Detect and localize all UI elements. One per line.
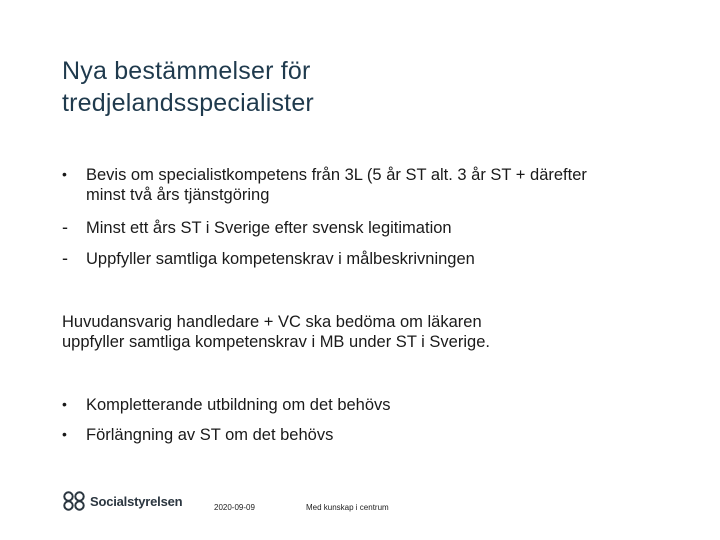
- socialstyrelsen-logo: [62, 488, 182, 514]
- slide-footer: [0, 488, 720, 518]
- list-item: [62, 165, 622, 205]
- paragraph-line-2: uppfyller samtliga kompetenskrav i MB under ST i Sverige.: [62, 333, 490, 351]
- list-item-text: Bevis om specialistkompetens från 3L (5 år ST alt. 3 år ST + därefter minst två års tjänstgöring: [86, 166, 587, 204]
- bullet-marker: •: [62, 396, 67, 412]
- list-item: [62, 249, 622, 269]
- dash-marker: -: [62, 248, 68, 268]
- list-item: [62, 425, 622, 445]
- crest-icon: [62, 490, 86, 512]
- dash-marker: -: [62, 217, 68, 237]
- bullet-marker: •: [62, 166, 67, 182]
- footer-tagline: Med kunskap i centrum: [306, 503, 389, 512]
- list-item-text: Uppfyller samtliga kompetenskrav i målbeskrivningen: [86, 250, 475, 268]
- title-line-1: Nya bestämmelser för: [62, 57, 311, 85]
- list-item: [62, 218, 622, 238]
- footer-date: 2020-09-09: [214, 503, 255, 512]
- assessment-paragraph: [62, 312, 662, 352]
- paragraph-line-1: Huvudansvarig handledare + VC ska bedöma om läkaren: [62, 313, 482, 331]
- list-item-text: Förlängning av ST om det behövs: [86, 426, 334, 444]
- title-line-2: tredjelandsspecialister: [62, 89, 314, 117]
- list-item-text: Minst ett års ST i Sverige efter svensk legitimation: [86, 219, 452, 237]
- bullet-marker: •: [62, 426, 67, 442]
- list-item-text: Kompletterande utbildning om det behövs: [86, 396, 391, 414]
- logo-wordmark: Socialstyrelsen: [90, 493, 183, 509]
- list-item: [62, 395, 622, 415]
- slide-title: [62, 55, 622, 119]
